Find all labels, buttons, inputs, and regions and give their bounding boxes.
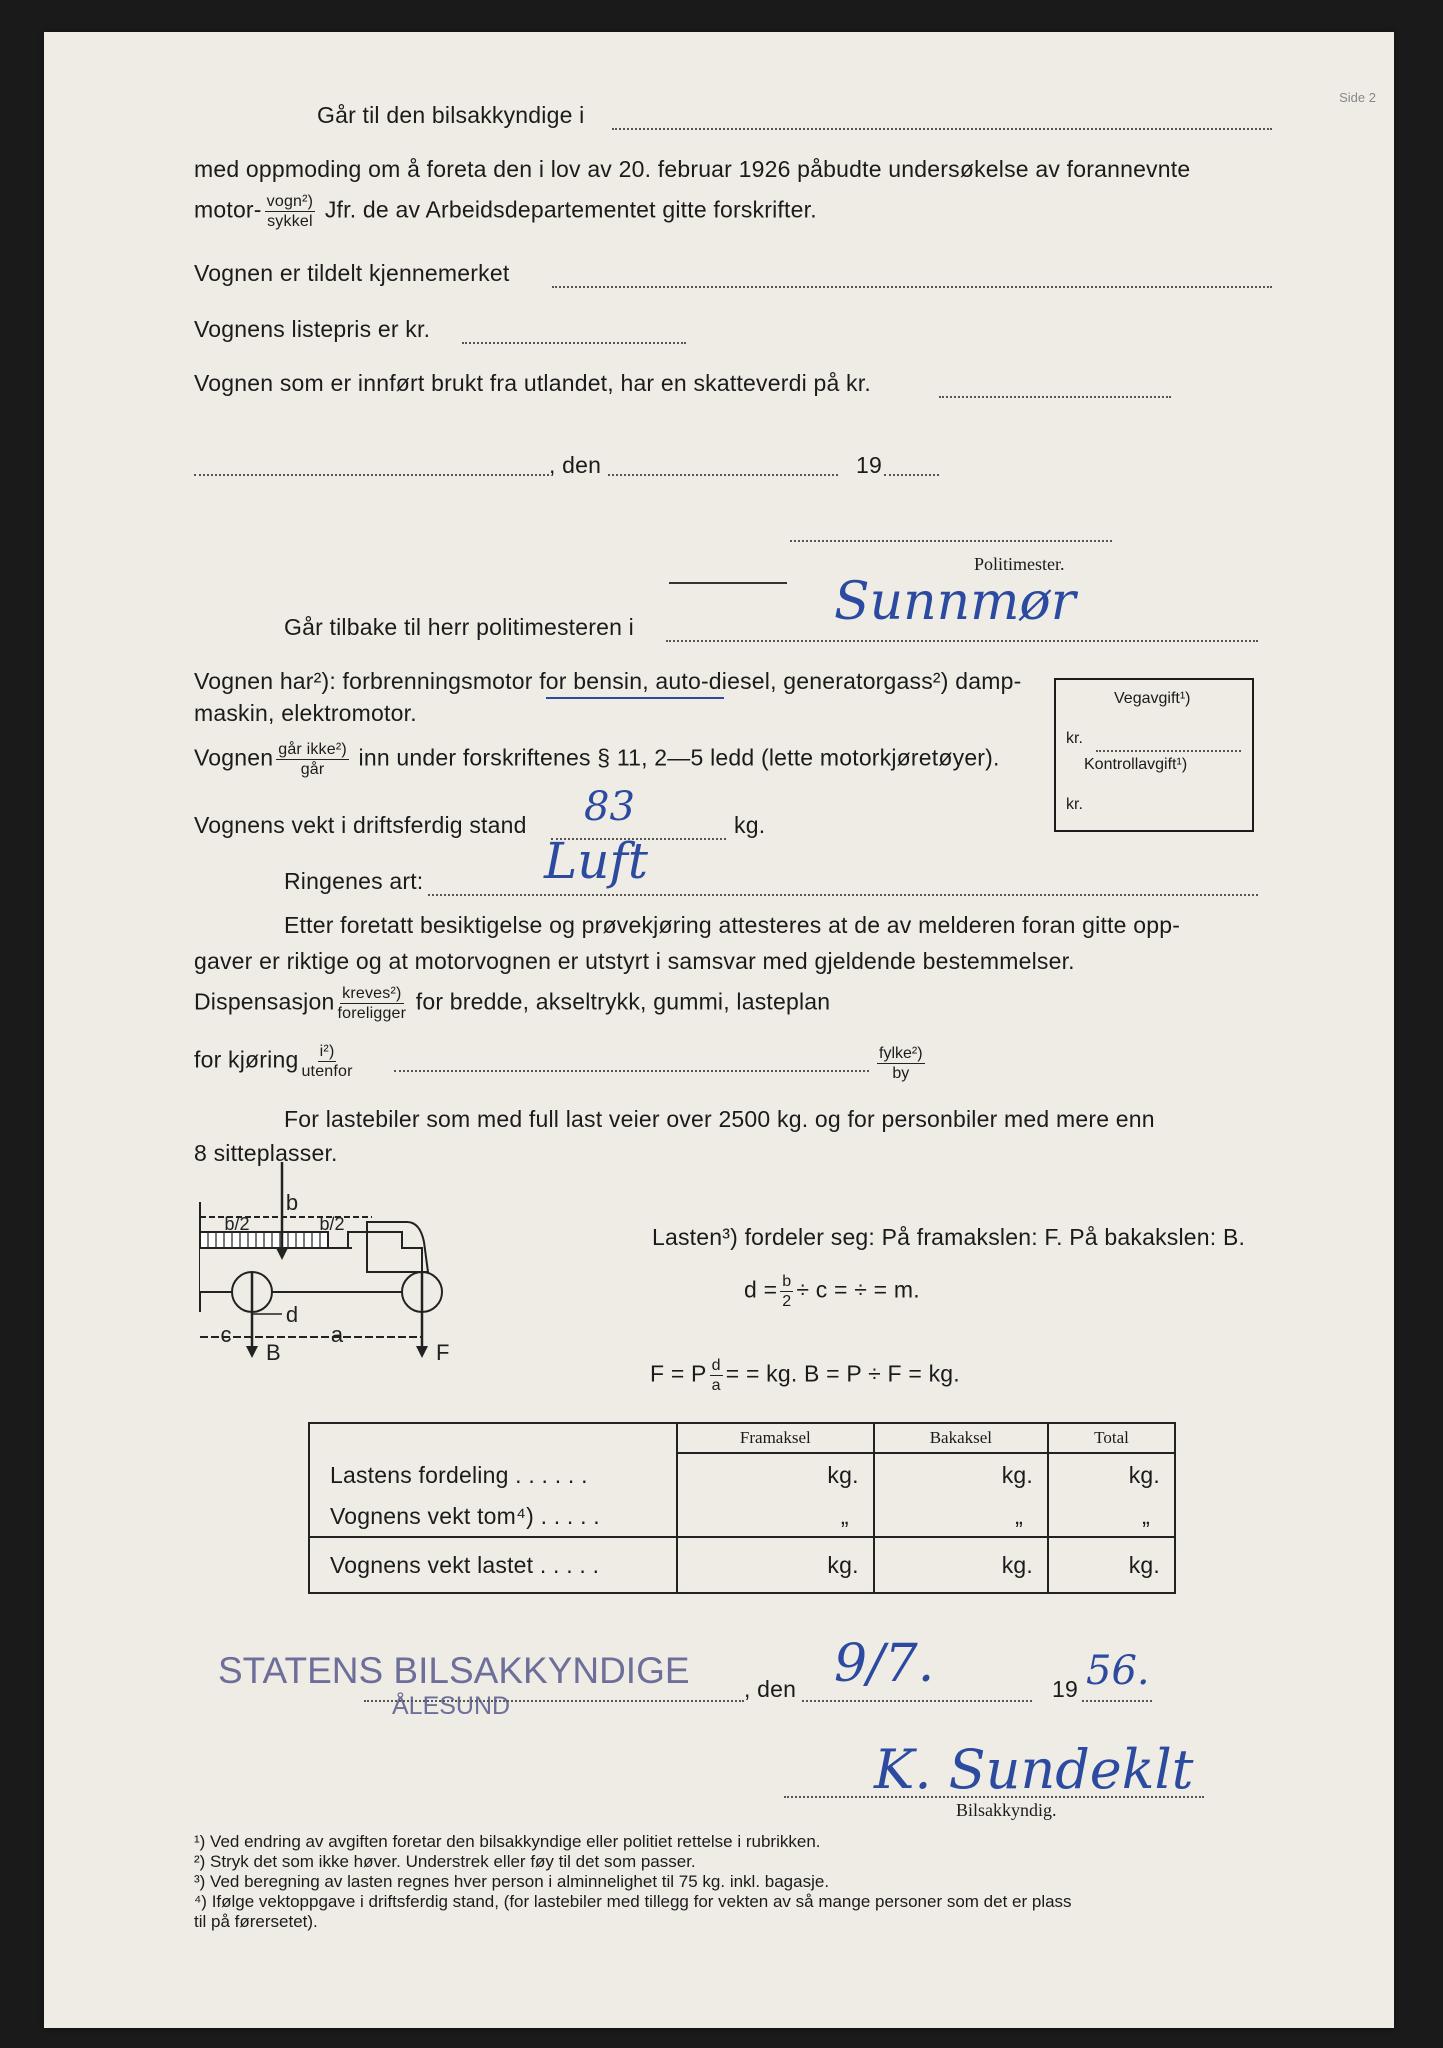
weight-handwritten: 83	[584, 784, 635, 830]
motor-line	[194, 192, 817, 231]
disp-frac-den: foreligger	[337, 1005, 407, 1022]
signoff-date-field[interactable]	[802, 1700, 1032, 1702]
d-formula-left: d =	[744, 1276, 778, 1303]
vegavgift-label: Vegavgift¹)	[1114, 690, 1191, 707]
goes-frac-den: går	[300, 761, 325, 778]
f-formula-fraction	[710, 1356, 723, 1395]
motor-suffix: Jfr. de av Arbeidsdepartementet gitte forskrifter.	[324, 196, 817, 223]
diagram-label-c: c	[220, 1322, 232, 1347]
footnote-2: ²) Stryk det som ikke høver. Understrek eller føy til det som passer.	[194, 1852, 696, 1871]
disp-suffix: for bredde, akseltrykk, gummi, lasteplan	[415, 988, 831, 1015]
fylke-fraction-wrap	[874, 1044, 928, 1083]
signoff-den-label: , den	[744, 1676, 797, 1702]
year-field[interactable]	[884, 474, 939, 476]
den-label: , den	[549, 452, 602, 478]
kjoring-field[interactable]	[394, 1070, 869, 1072]
politimester-title: Politimester.	[974, 554, 1065, 574]
footnote-4-cont: til på førersetet).	[194, 1912, 318, 1931]
kontrollavgift-kr: kr.	[1066, 796, 1083, 813]
motor-prefix: motor-	[194, 196, 262, 223]
diagram-label-B: B	[266, 1340, 281, 1362]
truck-intro-2: 8 sitteplasser.	[194, 1140, 338, 1166]
table-cell[interactable]: kg.	[1048, 1537, 1175, 1593]
place-field[interactable]	[194, 474, 549, 476]
page-ref: Side 2	[1339, 90, 1376, 105]
tyres-field[interactable]	[428, 894, 1258, 896]
vegavgift-field[interactable]	[1096, 750, 1241, 752]
f-frac-den: a	[711, 1377, 721, 1394]
tyres-label: Ringenes art:	[284, 868, 424, 894]
f-formula	[650, 1356, 960, 1395]
signoff-year-handwritten: 56.	[1086, 1648, 1150, 1694]
disp-frac-num: kreves²)	[342, 985, 402, 1002]
table-row-label: Lastens fordeling . . . . . .	[309, 1453, 677, 1497]
table-cell[interactable]: kg.	[874, 1537, 1048, 1593]
table-corner	[309, 1423, 677, 1453]
table-cell[interactable]: kg.	[677, 1537, 874, 1593]
f-formula-left: F = P	[650, 1360, 707, 1387]
vegavgift-kr: kr.	[1066, 730, 1083, 747]
list-price-field[interactable]	[462, 342, 686, 344]
import-value-field[interactable]	[939, 396, 1171, 398]
bensin-underline	[546, 697, 724, 699]
kontrollavgift-label: Kontrollavgift¹)	[1084, 756, 1188, 773]
import-value-label: Vognen som er innført brukt fra utlandet, har en skatteverdi på kr.	[194, 370, 871, 396]
d-formula	[744, 1272, 920, 1311]
table-cell[interactable]: „	[677, 1497, 874, 1537]
weight-label: Vognens vekt i driftsferdig stand	[194, 812, 527, 838]
axle-load-diagram	[192, 1162, 612, 1362]
attest-line-2: gaver er riktige og at motorvognen er utstyrt i samsvar med gjeldende bestemmelser.	[194, 948, 1075, 974]
vogn-frac-num: vogn²)	[266, 193, 314, 210]
engine-line-1: Vognen har²): forbrenningsmotor for bensin, auto-diesel, generatorgass²) damp-	[194, 668, 1022, 694]
table-header-row	[309, 1423, 1175, 1453]
stamp-line-1: STATENS BILSAKKYNDIGE	[218, 1650, 690, 1691]
table-header: Bakaksel	[874, 1423, 1048, 1453]
d-formula-fraction	[780, 1272, 793, 1311]
table-row	[309, 1537, 1175, 1593]
year-prefix: 19	[856, 452, 882, 478]
goes-fraction	[276, 740, 349, 779]
weight-unit: kg.	[734, 812, 766, 838]
signoff-year-field[interactable]	[1082, 1700, 1152, 1702]
date-field[interactable]	[608, 474, 838, 476]
load-distribution-text: Lasten³) fordeler seg: På framakslen: F. På bakakslen: B.	[652, 1224, 1246, 1250]
dispensation-line	[194, 984, 830, 1023]
table-row	[309, 1453, 1175, 1497]
fee-box	[1054, 678, 1254, 832]
request-text: med oppmoding om å foreta den i lov av 20. februar 1926 påbudte undersøkelse av forannevnte	[194, 156, 1191, 182]
signoff-year-prefix: 19	[1052, 1676, 1078, 1702]
table-header: Framaksel	[677, 1423, 874, 1453]
d-frac-den: 2	[782, 1293, 792, 1310]
bilsakkyndig-signature: K. Sundeklt	[874, 1738, 1194, 1801]
separator	[669, 582, 787, 584]
load-distribution-table	[308, 1422, 1176, 1594]
disp-prefix: Dispensasjon	[194, 988, 335, 1015]
footnote-4: ⁴) Ifølge vektoppgave i driftsferdig stand, (for lastebiler med tillegg for vekten av så mange personer som det er plass	[194, 1892, 1072, 1911]
diagram-label-d: d	[285, 1302, 299, 1327]
engine-line-2: maskin, elektromotor.	[194, 700, 417, 726]
diagram-label-b2a: b/2	[224, 1214, 250, 1234]
signoff-date-handwritten: 9/7.	[834, 1634, 935, 1694]
list-price-label: Vognens listepris er kr.	[194, 316, 431, 342]
registration-label: Vognen er tildelt kjennemerket	[194, 260, 510, 286]
politimester-signature-field[interactable]	[790, 540, 1112, 542]
signoff-place-field[interactable]	[364, 1700, 744, 1702]
fylke-fraction	[877, 1044, 925, 1083]
table-cell[interactable]: kg.	[677, 1453, 874, 1497]
vogn-frac-den: sykkel	[267, 213, 313, 230]
expert-location-field[interactable]	[612, 128, 1272, 130]
footnote-1: ¹) Ved endring av avgiften foretar den bilsakkyndige eller politiet rettelse i rubrikken.	[194, 1832, 821, 1851]
table-cell[interactable]: kg.	[874, 1453, 1048, 1497]
goes-prefix: Vognen	[194, 744, 274, 771]
stamp-line-2: ÅLESUND	[392, 1692, 511, 1720]
kjoring-frac-num: i²)	[319, 1043, 335, 1060]
diagram-label-F: F	[436, 1340, 450, 1362]
table-row-label: Vognens vekt tom⁴) . . . . .	[309, 1497, 677, 1537]
goes-frac-num: går ikke²)	[278, 741, 347, 758]
registration-field[interactable]	[552, 286, 1272, 288]
d-formula-right: ÷ c = ÷ = m.	[796, 1276, 920, 1303]
f-frac-num: d	[711, 1357, 721, 1374]
fylke-frac-num: fylke²)	[879, 1045, 923, 1062]
kjoring-fraction	[301, 1042, 352, 1081]
return-label: Går tilbake til herr politimesteren i	[284, 614, 634, 640]
fylke-frac-den: by	[892, 1065, 910, 1082]
return-location-field[interactable]	[666, 640, 1258, 642]
disp-fraction	[337, 984, 406, 1023]
diagram-label-a: a	[330, 1322, 344, 1347]
footnote-3: ³) Ved beregning av lasten regnes hver person i alminnelighet til 75 kg. inkl. bagasje.	[194, 1872, 830, 1891]
diagram-label-b: b	[285, 1190, 299, 1215]
goes-to-expert-label: Går til den bilsakkyndige i	[317, 102, 585, 128]
tyres-handwritten: Luft	[544, 832, 649, 890]
goes-suffix: inn under forskriftenes § 11, 2—5 ledd (lette motorkjøretøyer).	[358, 744, 1000, 771]
table-cell[interactable]: kg.	[1048, 1453, 1175, 1497]
return-location-handwritten: Sunnmør	[834, 572, 1076, 632]
goes-line	[194, 740, 1000, 779]
diagram-label-b2b: b/2	[319, 1214, 345, 1234]
kjoring-prefix: for kjøring	[194, 1046, 299, 1073]
d-frac-num: b	[782, 1273, 792, 1290]
kjoring-frac-den: utenfor	[301, 1063, 353, 1080]
table-cell[interactable]: „	[1048, 1497, 1175, 1537]
f-formula-right: = = kg. B = P ÷ F = kg.	[725, 1360, 960, 1387]
bilsakkyndig-title: Bilsakkyndig.	[956, 1800, 1057, 1820]
form-page	[44, 32, 1394, 2028]
vogn-fraction	[265, 192, 316, 231]
table-row-label: Vognens vekt lastet . . . . .	[309, 1537, 677, 1593]
truck-intro-1: For lastebiler som med full last veier over 2500 kg. og for personbiler med mere enn	[284, 1106, 1155, 1132]
kjoring-line	[194, 1042, 356, 1081]
table-cell[interactable]: „	[874, 1497, 1048, 1537]
table-header: Total	[1048, 1423, 1175, 1453]
attest-line-1: Etter foretatt besiktigelse og prøvekjøring attesteres at de av melderen foran gitte opp-	[284, 912, 1181, 938]
table-row	[309, 1497, 1175, 1537]
diagram-label-P	[275, 1162, 290, 1163]
